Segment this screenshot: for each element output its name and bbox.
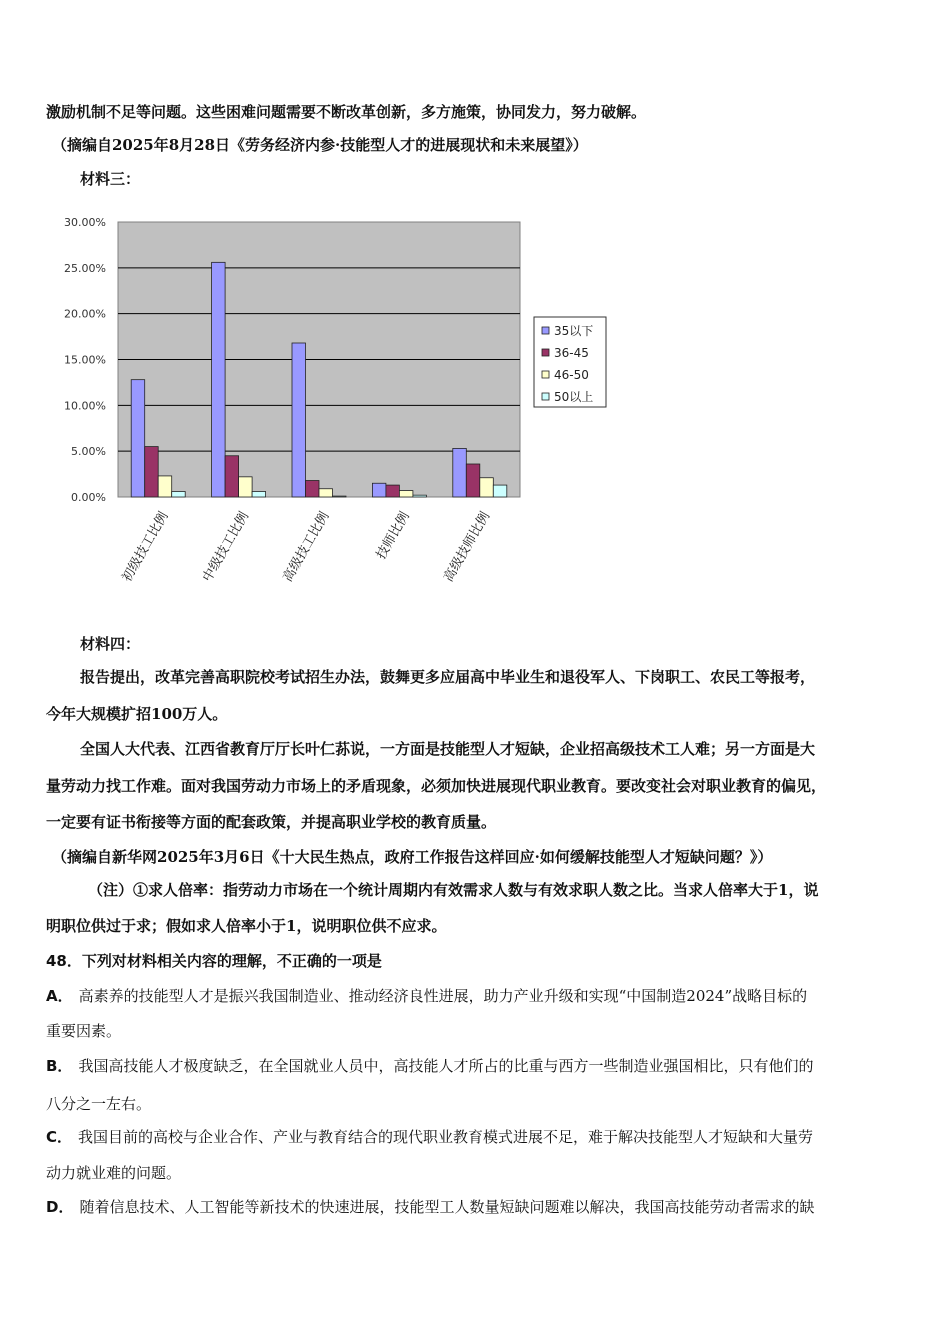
legend-swatch bbox=[542, 371, 549, 378]
bar bbox=[466, 464, 480, 497]
bar bbox=[212, 262, 226, 497]
option-c-text: 我国目前的高校与企业合作、产业与教育结合的现代职业教育模式进展不足，难于解决技能型人才短缺和大量劳 bbox=[78, 1128, 814, 1146]
material-3-heading: 材料三： bbox=[80, 170, 141, 188]
option-a-label: A． bbox=[46, 987, 73, 1005]
x-tick-label: 中级技工比例 bbox=[200, 509, 253, 585]
legend-swatch bbox=[542, 349, 549, 356]
option-a-text: 高素养的技能型人才是振兴我国制造业、推动经济良性进展，助力产业升级和实现“中国制造2024”战略目标的 bbox=[78, 987, 808, 1005]
legend-label: 46-50 bbox=[554, 368, 589, 382]
option-b-line-1 bbox=[46, 1055, 813, 1077]
bar bbox=[319, 489, 333, 497]
bar bbox=[333, 496, 347, 497]
x-tick-label: 技师比例 bbox=[373, 509, 413, 563]
source-citation-1: （摘编自2025年8月28日《劳务经济内参·技能型人才的进展现状和未来展望》） bbox=[52, 136, 588, 154]
bar bbox=[145, 447, 159, 497]
bar bbox=[292, 343, 306, 497]
x-tick-label: 高级技师比例 bbox=[441, 509, 494, 585]
bar bbox=[453, 448, 467, 497]
bar bbox=[158, 476, 172, 497]
footnote-line-2: 明职位供过于求；假如求人倍率小于1，说明职位供不应求。 bbox=[46, 917, 447, 935]
material-4-paragraph-2-line-1: 全国人大代表、江西省教育厅厅长叶仁荪说，一方面是技能型人才短缺，企业招高级技术工人难；另一方面是大 bbox=[80, 740, 816, 758]
y-tick-label: 25.00% bbox=[64, 261, 106, 275]
y-tick-label: 0.00% bbox=[71, 491, 106, 504]
bar bbox=[252, 492, 266, 498]
legend-label: 50以上 bbox=[554, 390, 594, 404]
option-c-label: C． bbox=[46, 1128, 73, 1146]
material-4-paragraph-2-line-3: 一定要有证书衔接等方面的配套政策，并提高职业学校的教育质量。 bbox=[46, 813, 497, 831]
option-d-line-1 bbox=[46, 1196, 814, 1218]
option-d-label: D． bbox=[46, 1198, 74, 1216]
bar bbox=[372, 483, 386, 497]
paragraph-continuation: 激励机制不足等问题。这些困难问题需要不断改革创新，多方施策，协同发力，努力破解。 bbox=[46, 103, 647, 121]
legend-label: 35以下 bbox=[554, 324, 594, 338]
bar bbox=[239, 477, 253, 497]
y-tick-label: 10.00% bbox=[64, 399, 106, 413]
option-b-text: 我国高技能人才极度缺乏，在全国就业人员中，高技能人才所占的比重与西方一些制造业强国相比，只有他们的 bbox=[78, 1057, 814, 1075]
x-tick-label: 高级技工比例 bbox=[280, 509, 333, 585]
legend-swatch bbox=[542, 393, 549, 400]
legend-label: 36-45 bbox=[554, 346, 589, 360]
x-tick-label: 初级技工比例 bbox=[119, 509, 172, 585]
y-tick-label: 15.00% bbox=[64, 353, 106, 367]
bar bbox=[399, 491, 413, 497]
material-4-paragraph-2-line-2: 量劳动力找工作难。面对我国劳动力市场上的矛盾现象，必须加快进展现代职业教育。要改变社会对职业教育的偏见， bbox=[46, 777, 827, 795]
y-tick-label: 20.00% bbox=[64, 307, 106, 321]
footnote-line-1: （注）①求人倍率：指劳动力市场在一个统计周期内有效需求人数与有效求职人数之比。当求人倍率大于1，说 bbox=[88, 881, 819, 899]
source-citation-2: （摘编自新华网2025年3月6日《十大民生热点，政府工作报告这样回应·如何缓解技能型人才短缺问题？》） bbox=[52, 848, 773, 866]
y-tick-label: 5.00% bbox=[71, 445, 106, 459]
material-4-heading: 材料四： bbox=[80, 635, 141, 653]
option-a-line-2: 重要因素。 bbox=[46, 1022, 122, 1040]
bar bbox=[493, 485, 507, 497]
bar bbox=[413, 495, 427, 497]
bar bbox=[480, 478, 494, 497]
bar bbox=[306, 481, 320, 498]
bar-chart bbox=[40, 205, 620, 605]
option-c-line-2: 动力就业难的问题。 bbox=[46, 1164, 182, 1182]
bar bbox=[172, 492, 186, 498]
y-tick-label: 30.00% bbox=[64, 216, 106, 229]
option-d-text: 随着信息技术、人工智能等新技术的快速进展，技能型工人数量短缺问题难以解决，我国高技能劳动者需求的缺 bbox=[79, 1198, 815, 1216]
option-b-line-2: 八分之一左右。 bbox=[46, 1095, 152, 1113]
option-a-line-1 bbox=[46, 985, 807, 1007]
bar bbox=[225, 456, 239, 497]
bar bbox=[386, 485, 400, 497]
option-c-line-1 bbox=[46, 1126, 813, 1148]
material-4-paragraph-1-line-2: 今年大规模扩招100万人。 bbox=[46, 705, 228, 723]
bar bbox=[131, 380, 145, 497]
question-48: 48．下列对材料相关内容的理解，不正确的一项是 bbox=[46, 952, 382, 970]
option-b-label: B． bbox=[46, 1057, 73, 1075]
material-4-paragraph-1-line-1: 报告提出，改革完善高职院校考试招生办法，鼓舞更多应届高中毕业生和退役军人、下岗职工、农民工等报考， bbox=[80, 668, 816, 686]
legend-swatch bbox=[542, 327, 549, 334]
